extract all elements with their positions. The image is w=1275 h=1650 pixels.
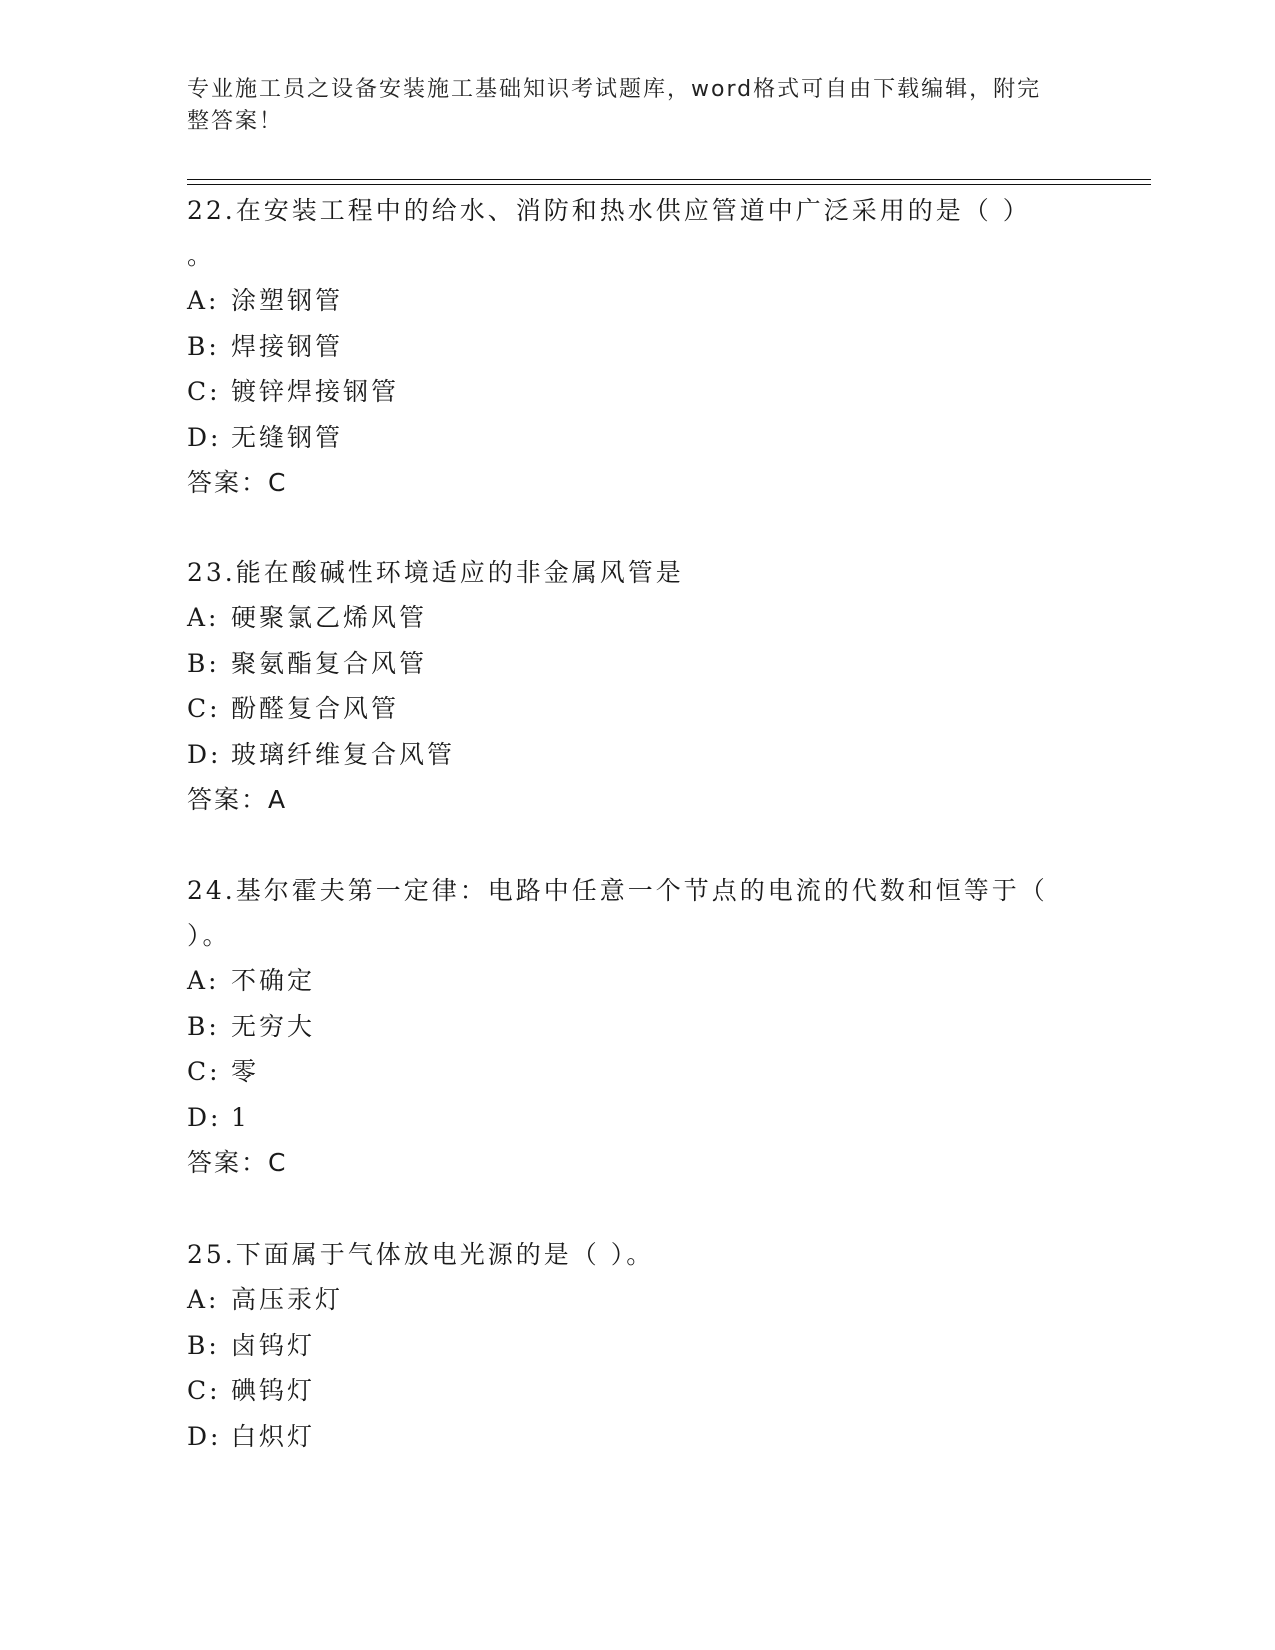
option-d xyxy=(187,1414,1087,1460)
question-25 xyxy=(187,1232,1087,1459)
option-text: 酚醛复合风管 xyxy=(231,694,400,723)
option-text: 无穷大 xyxy=(231,1011,316,1041)
header-divider-top xyxy=(187,179,1151,180)
question-stem: 23.能在酸碱性环境适应的非金属风管是 xyxy=(187,558,684,587)
option-text: 白炽灯 xyxy=(231,1421,316,1451)
question-stem-continued: ）。 xyxy=(187,921,231,950)
question-23 xyxy=(187,550,1087,822)
question-stem: 22.在安装工程中的给水、消防和热水供应管道中广泛采用的是（ ） xyxy=(187,196,1031,225)
option-d xyxy=(187,732,1087,778)
header-line-1: 专业施工员之设备安装施工基础知识考试题库，word格式可自由下载编辑，附完 xyxy=(187,77,1042,102)
option-letter: B: xyxy=(187,1330,220,1360)
option-text: 不确定 xyxy=(231,966,316,995)
answer-line: 答案：C xyxy=(187,1148,288,1177)
option-text: 高压汞灯 xyxy=(231,1285,344,1314)
option-text: 硬聚氯乙烯风管 xyxy=(231,603,428,632)
option-c xyxy=(187,1049,1087,1095)
option-a xyxy=(187,278,1087,324)
document-header xyxy=(187,74,1067,138)
option-letter: B: xyxy=(187,1011,220,1041)
option-text: 1 xyxy=(231,1102,250,1132)
option-b xyxy=(187,641,1087,687)
option-a xyxy=(187,958,1087,1004)
option-letter: A: xyxy=(187,1285,220,1314)
question-stem: 25.下面属于气体放电光源的是（ ）。 xyxy=(187,1240,655,1269)
option-letter: C: xyxy=(187,377,221,406)
option-text: 聚氨酯复合风管 xyxy=(231,648,428,678)
option-letter: B: xyxy=(187,331,220,361)
option-a xyxy=(187,595,1087,641)
option-b xyxy=(187,1323,1087,1369)
option-c xyxy=(187,686,1087,732)
option-letter: D: xyxy=(187,422,222,452)
answer-line: 答案：A xyxy=(187,785,288,814)
option-letter: B: xyxy=(187,648,220,678)
option-letter: A: xyxy=(187,286,220,315)
option-text: 玻璃纤维复合风管 xyxy=(231,739,456,769)
option-letter: D: xyxy=(187,1102,222,1132)
option-letter: C: xyxy=(187,1057,221,1086)
option-letter: D: xyxy=(187,739,222,769)
question-24 xyxy=(187,868,1087,1185)
option-b xyxy=(187,324,1087,370)
option-d xyxy=(187,1095,1087,1141)
header-divider-bottom xyxy=(187,184,1151,185)
question-stem-continued: 。 xyxy=(187,241,216,270)
header-line-2: 整答案！ xyxy=(187,109,284,134)
option-text: 卤钨灯 xyxy=(231,1330,316,1360)
option-text: 零 xyxy=(231,1057,260,1086)
question-22 xyxy=(187,188,1087,505)
option-text: 涂塑钢管 xyxy=(231,286,344,315)
option-text: 焊接钢管 xyxy=(231,331,344,361)
option-b xyxy=(187,1004,1087,1050)
answer-line: 答案：C xyxy=(187,468,288,497)
option-text: 碘钨灯 xyxy=(231,1376,316,1405)
option-letter: A: xyxy=(187,603,220,632)
option-letter: D: xyxy=(187,1421,222,1451)
option-letter: A: xyxy=(187,966,220,995)
option-letter: C: xyxy=(187,694,221,723)
option-c xyxy=(187,369,1087,415)
option-c xyxy=(187,1368,1087,1414)
option-d xyxy=(187,415,1087,461)
question-stem: 24.基尔霍夫第一定律：电路中任意一个节点的电流的代数和恒等于（ xyxy=(187,876,1048,905)
option-text: 镀锌焊接钢管 xyxy=(231,377,400,406)
option-letter: C: xyxy=(187,1376,221,1405)
option-text: 无缝钢管 xyxy=(231,422,344,452)
option-a xyxy=(187,1277,1087,1323)
